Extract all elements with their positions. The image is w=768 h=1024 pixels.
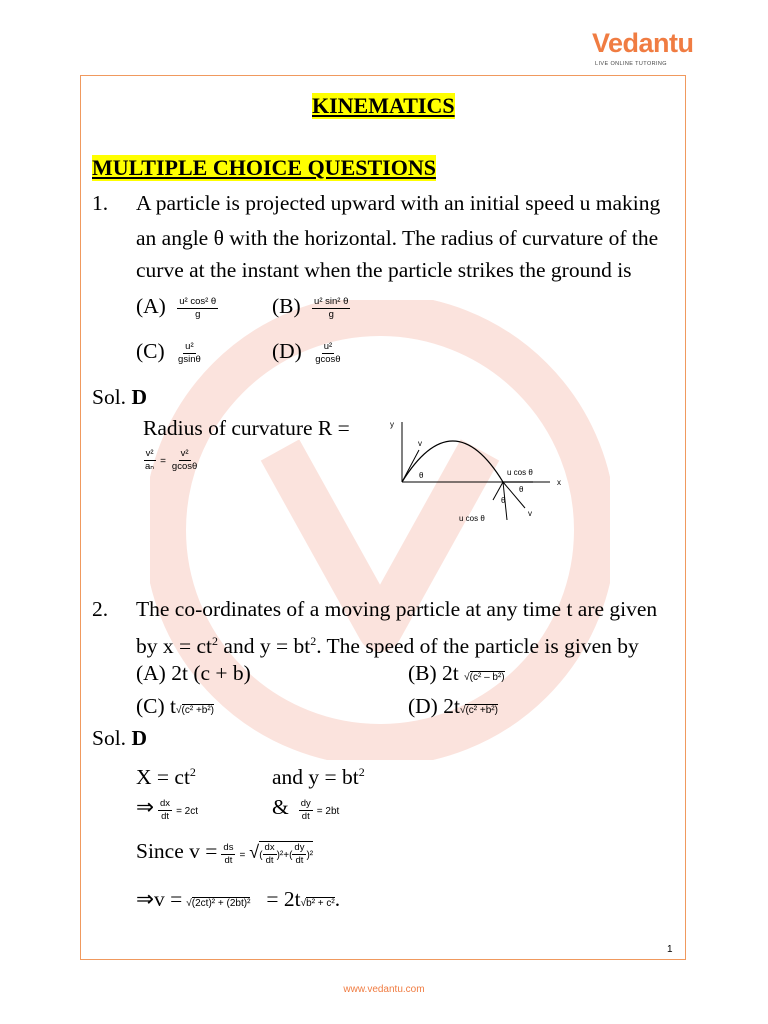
- diagram-theta-launch: θ: [419, 471, 424, 480]
- q2-since-v: Since v = $\frac{ds}{dt}$ = √( $\frac{dx}{dt}$ )²+( $\frac{dy}{dt}$ )²: [136, 839, 314, 867]
- q1-option-d: (D) $\frac{\text{u²}}{gcos\theta}$: [272, 339, 341, 365]
- vedantu-logo: Vedantu LIVE ONLINE TUTORING: [592, 28, 694, 67]
- q2-option-c: (C) t√(c² +b²): [136, 694, 215, 718]
- q1-solution: Sol. D: [92, 385, 147, 409]
- q2-option-d: (D) 2t√(c² +b²): [408, 694, 498, 718]
- q1-option-b: (B) $\frac{\text{u² sin² θ}}{g}$: [272, 294, 349, 320]
- q2-dx-dt: ⇒ $\frac{dx}{dt}$ = 2ct: [136, 795, 199, 822]
- q2-final: ⇒v = √(2ct)² + (2bt)² = 2t√b² + c².: [136, 887, 341, 911]
- diagram-theta-right: θ: [519, 485, 524, 494]
- q2-number: 2.: [92, 597, 109, 621]
- q1-line-1: A particle is projected upward with an initial speed u making: [136, 191, 661, 215]
- q2-line-1: The co-ordinates of a moving particle at any time t are given: [136, 597, 658, 621]
- q1-solution-text: Radius of curvature R =: [143, 416, 350, 440]
- q2-option-b: (B) 2t √(c² – b²): [408, 661, 505, 685]
- diagram-v-top: v: [418, 439, 422, 448]
- section-heading: MULTIPLE CHOICE QUESTIONS: [92, 155, 436, 180]
- diagram-theta-impact: θ: [501, 496, 506, 505]
- projectile-diagram: [385, 410, 570, 530]
- q2-dy-dt: & $\frac{dy}{dt}$ = 2bt: [272, 795, 340, 822]
- footer-url[interactable]: www.vedantu.com: [343, 984, 425, 995]
- q2-line-2: by $x = ct^2$ and $y = bt^2$. The speed of the particle is given by: [136, 634, 639, 659]
- q1-option-c: (C) $\frac{\text{u²}}{gsin\theta}$: [136, 339, 201, 365]
- q2-solution: Sol. D: [92, 726, 147, 750]
- q1-solution-equation: $\frac{\text{v²}}{\text{aₙ}}$ = $\frac{\text{v²}}{gcos\theta}$: [145, 448, 198, 472]
- diagram-ucos-bottom: u cos θ: [459, 514, 485, 523]
- page-number: 1: [667, 944, 673, 955]
- page-title: KINEMATICS: [312, 93, 455, 118]
- q1-option-a: (A) $\frac{\text{u² cos² θ}}{g}$: [136, 294, 217, 320]
- q1-line-2: an angle θ with the horizontal. The radius of curvature of the: [136, 226, 659, 250]
- diagram-v-bottom: v: [528, 509, 532, 518]
- q1-line-3: curve at the instant when the particle strikes the ground is: [136, 258, 632, 282]
- diagram-ucos-right: u cos θ: [507, 468, 533, 477]
- diagram-y-label: y: [390, 420, 394, 429]
- q1-number: 1.: [92, 191, 109, 215]
- q2-x-equation: $X = ct^2$: [136, 765, 196, 790]
- q2-option-a: (A) 2t (c + b): [136, 661, 251, 685]
- q2-y-equation: and $y = bt^2$: [272, 765, 365, 790]
- diagram-x-label: x: [557, 478, 561, 487]
